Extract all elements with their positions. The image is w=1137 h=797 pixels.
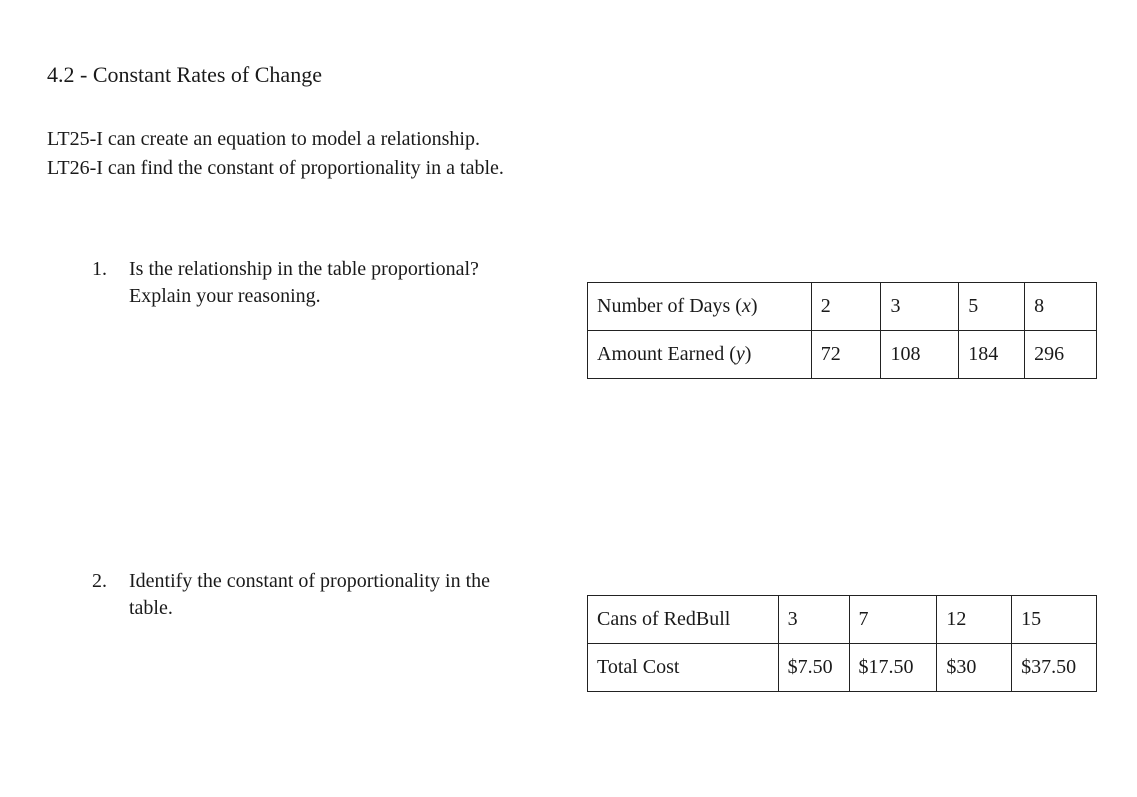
table-cell: 72 <box>811 331 881 379</box>
page-title: 4.2 - Constant Rates of Change <box>47 62 322 87</box>
table-cell: 296 <box>1025 331 1097 379</box>
table-cell: 12 <box>937 596 1012 644</box>
redbull-cost-table <box>587 595 1097 692</box>
learning-target-lt26: LT26-I can find the constant of proportionality in a table. <box>47 157 504 179</box>
table-cell: 108 <box>881 331 959 379</box>
variable-x: x <box>741 295 751 317</box>
question-text: Is the relationship in the table proportional? Explain your reasoning. <box>129 258 479 307</box>
variable-y: y <box>735 343 745 365</box>
row-label-total-cost: Total Cost <box>588 644 779 692</box>
table-row <box>588 283 1097 331</box>
table-cell: 15 <box>1012 596 1097 644</box>
table-cell: 184 <box>959 331 1025 379</box>
question-text: Identify the constant of proportionality in the table. <box>129 570 491 619</box>
row-label-amount-earned: Amount Earned (y) <box>588 331 812 379</box>
row-label-cans: Cans of RedBull <box>588 596 779 644</box>
table-cell: $37.50 <box>1012 644 1097 692</box>
table-cell: 8 <box>1025 283 1097 331</box>
table-cell: $7.50 <box>778 644 849 692</box>
question-number: 2. <box>92 570 107 592</box>
table-cell: $17.50 <box>849 644 937 692</box>
days-earnings-table <box>587 282 1097 379</box>
table-cell: 5 <box>959 283 1025 331</box>
row-label-number-of-days: Number of Days (x) <box>588 283 812 331</box>
table-row <box>588 331 1097 379</box>
table-row <box>588 644 1097 692</box>
table-cell: 3 <box>881 283 959 331</box>
table-cell: 3 <box>778 596 849 644</box>
question-number: 1. <box>92 258 107 280</box>
learning-target-lt25: LT25-I can create an equation to model a relationship. <box>47 128 480 150</box>
table-cell: 2 <box>811 283 881 331</box>
table-cell: 7 <box>849 596 937 644</box>
table-cell: $30 <box>937 644 1012 692</box>
table-row <box>588 596 1097 644</box>
